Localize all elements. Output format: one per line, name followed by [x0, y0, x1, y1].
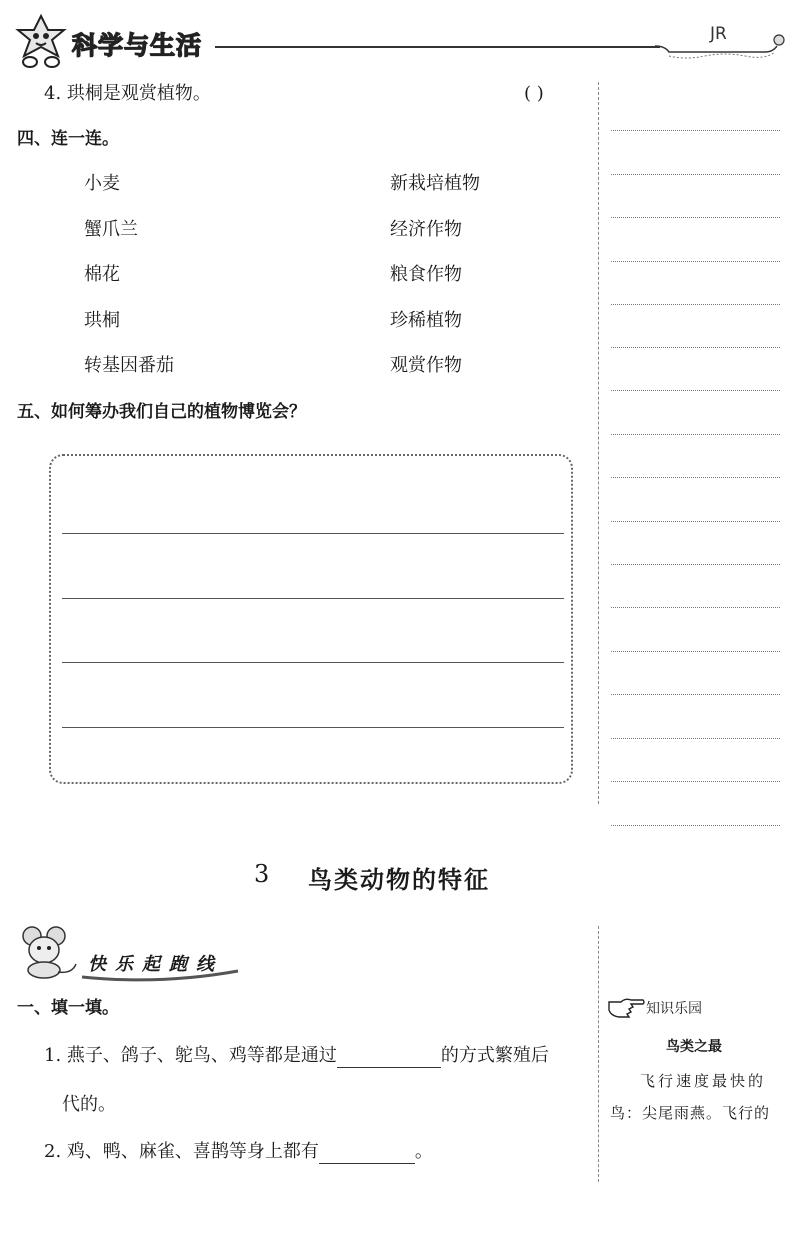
match-left-item[interactable]: 蟹爪兰	[84, 219, 138, 240]
question-4: 4. 珙桐是观赏植物。	[44, 83, 211, 104]
fill-question-1-cont: 代的。	[62, 1094, 116, 1115]
chapter-number: 3	[254, 860, 270, 888]
pointing-hand-icon	[607, 994, 645, 1020]
note-line	[611, 304, 780, 305]
match-right-item[interactable]: 观赏作物	[390, 355, 462, 376]
header-rule	[215, 46, 660, 48]
sidebar-title: 鸟类之最	[666, 1039, 722, 1055]
match-right-item[interactable]: 珍稀植物	[390, 310, 462, 331]
match-right-item[interactable]: 粮食作物	[390, 264, 462, 285]
q1-blank[interactable]	[337, 1047, 441, 1068]
column-divider-bottom	[598, 926, 599, 1182]
match-left-item[interactable]: 棉花	[84, 264, 120, 285]
note-line	[611, 738, 780, 739]
note-line	[611, 564, 780, 565]
match-right-item[interactable]: 新栽培植物	[390, 173, 480, 194]
header-title: 科学与生活	[72, 31, 203, 60]
match-left-item[interactable]: 转基因番茄	[84, 355, 174, 376]
match-left-item[interactable]: 小麦	[84, 173, 120, 194]
note-line	[611, 694, 780, 695]
q2-text-b: 。	[414, 1141, 433, 1162]
note-line	[611, 651, 780, 652]
sidebar-label: 知识乐园	[646, 1001, 702, 1017]
header-code: JR	[710, 24, 727, 44]
q2-blank[interactable]	[319, 1143, 415, 1164]
answer-box[interactable]	[49, 454, 573, 784]
note-line	[611, 261, 780, 262]
note-line	[611, 217, 780, 218]
note-line	[611, 390, 780, 391]
note-line	[611, 174, 780, 175]
note-line	[611, 521, 780, 522]
banner-title: 快乐起跑线	[88, 954, 223, 975]
sidebar-text-2: 鸟：尖尾雨燕。飞行的	[610, 1104, 771, 1122]
match-left-item[interactable]: 珙桐	[84, 310, 120, 331]
answer-line[interactable]	[62, 662, 564, 663]
section-heading-fill: 一、填一填。	[17, 998, 119, 1018]
banner-swoosh	[80, 968, 240, 982]
note-line	[611, 434, 780, 435]
answer-line[interactable]	[62, 533, 564, 534]
match-right-item[interactable]: 经济作物	[390, 219, 462, 240]
note-line	[611, 347, 780, 348]
note-line	[611, 130, 780, 131]
fill-question-1	[44, 1044, 549, 1068]
q1-text-a: 1. 燕子、鸽子、鸵鸟、鸡等都是通过	[44, 1045, 337, 1066]
column-divider-top	[598, 82, 599, 804]
fill-question-2	[44, 1140, 433, 1164]
q2-text-a: 2. 鸡、鸭、麻雀、喜鹊等身上都有	[44, 1141, 319, 1162]
chapter-title: 鸟类动物的特征	[308, 866, 490, 894]
mascot-logo	[10, 12, 72, 74]
answer-line[interactable]	[62, 598, 564, 599]
note-line	[611, 781, 780, 782]
section-heading-expo: 五、如何筹办我们自己的植物博览会？	[17, 402, 306, 422]
mouse-icon	[14, 924, 80, 980]
note-line	[611, 825, 780, 826]
sidebar-text-1: 飞行速度最快的	[640, 1072, 767, 1090]
section-heading-match: 四、连一连。	[17, 129, 119, 149]
note-line	[611, 607, 780, 608]
note-line	[611, 477, 780, 478]
answer-paren[interactable]: ( )	[524, 83, 544, 104]
answer-line[interactable]	[62, 727, 564, 728]
q1-text-b: 的方式繁殖后	[440, 1045, 549, 1066]
